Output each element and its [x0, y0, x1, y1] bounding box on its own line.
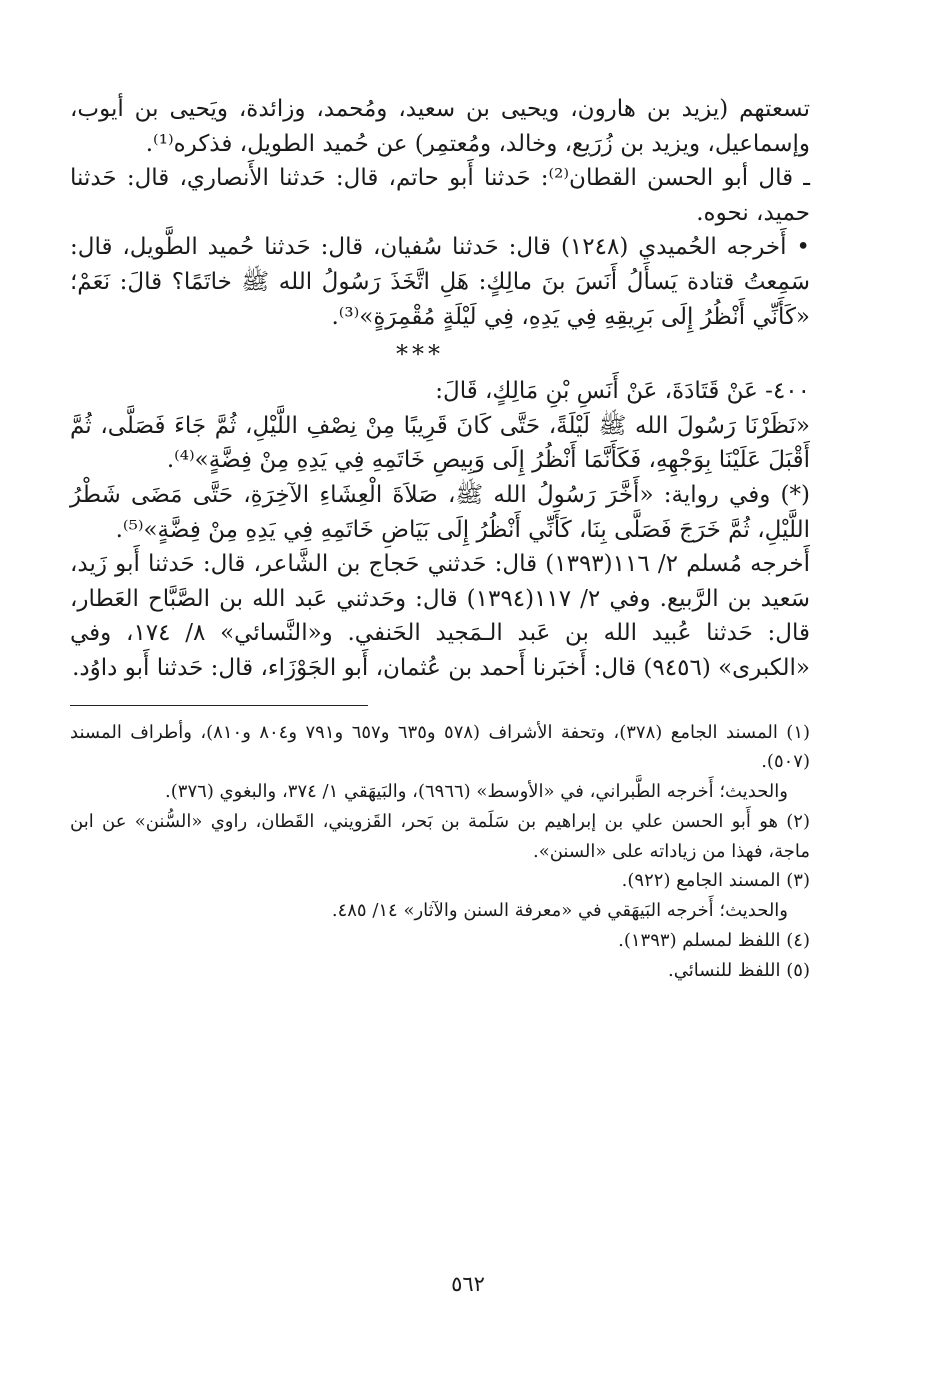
footnote-5: (٥) اللفظ للنسائي. [668, 959, 810, 981]
paragraph-qattan: ـ قال أبو الحسن القطان⁽²⁾: حَدثنا أَبو حاتم، قال: حَدثنا الأَنصاري، قال: حَدثنا حميد، نحوه. [70, 165, 810, 226]
hadith-400-variant: (*) وفي رواية: «أَخَّرَ رَسُولُ الله ﷺ، صَلاَةَ الْعِشَاءِ الآخِرَةِ، حَتَّى مَضَى شَطْرُ اللَّيْلِ، ثُمَّ خَرَجَ فَصَلَّى بِنَا، كَأَنِّي أَنْظُرُ إِلَى بَيَاضِ خَاتَمِهِ فِي يَدِهِ مِنْ فِضَّةٍ»⁽⁵⁾. [70, 481, 810, 543]
paragraph-isnad-1: تسعتهم (يزيد بن هارون، ويحيى بن سعيد، ومُحمد، وزائدة، ويَحيى بن أيوب، وإسماعيل، ويزيد بن زُرَيع، وخالد، ومُعتمِر) عن حُميد الطويل، فذكره⁽¹⁾. [70, 96, 810, 157]
hadith-400-takhrij: أَخرجه مُسلم ٢/ ١١٦(١٣٩٣) قال: حَدثني حَجاج بن الشَّاعر، قال: حَدثنا أَبو زَيد، سَعيد بن الرَّبيع. وفي ٢/ ١١٧(١٣٩٤) قال: وحَدثني عَبد الله بن الصَّبَّاح العَطار، قال: حَدثنا عُبيد الله بن عَبد الـمَجيد الحَنفي. و«النَّسائي» ٨/ ١٧٤، وفي «الكبرى» (٩٤٥٦) قال: أَخبَرنا أَحمد بن عُثمان، أَبو الجَوْزَاء، قال: حَدثنا أَبو داوُد. [70, 551, 810, 681]
footnotes [70, 718, 810, 986]
hadith-400-text: «نَظَرْنَا رَسُولَ الله ﷺ لَيْلَةً، حَتَّى كَانَ قَرِيبًا مِنْ نِصْفِ اللَّيْلِ، ثُمَّ جَاءَ فَصَلَّى، ثُمَّ أَقْبَلَ عَلَيْنَا بِوَجْهِهِ، فَكَأَنَّمَا أَنْظُرُ إِلَى وَبِيصِ خَاتَمِهِ فِي يَدِهِ مِنْ فِضَّةٍ»⁽⁴⁾. [70, 412, 810, 474]
footnote-3: (٣) المسند الجامع (٩٢٢). [621, 870, 810, 892]
footnote-1-continuation: والحديث؛ أَخرجه الطَّبراني، في «الأوسط» (٦٩٦٦)، والبَيهَقي ١/ ٣٧٤، والبغوي (٣٧٦). [165, 781, 788, 803]
paragraph-humaidi: • أَخرجه الحُميدي (١٢٤٨) قال: حَدثنا سُفيان، قال: حَدثنا حُميد الطَّويل، قال: سَمِعتُ قتادة يَسأَلُ أَنَسَ بنَ مالِكٍ: هَلِ اتَّخَذَ رَسُولُ الله ﷺ خاتَمًا؟ قالَ: نَعَمْ؛ «كَأَنِّي أَنْظُرُ إِلَى بَرِيقِهِ فِي يَدِهِ، فِي لَيْلَةٍ مُقْمِرَةٍ»⁽³⁾. [70, 234, 810, 330]
footnote-3-continuation: والحديث؛ أَخرجه البَيهَقي في «معرفة السنن والآثار» ١٤/ ٤٨٥. [331, 900, 788, 922]
section-separator: *** [396, 340, 444, 369]
footnote-1: (١) المسند الجامع (٣٧٨)، وتحفة الأشراف (٥٧٨ و٦٣٥ و٦٥٧ و٧٩١ و٨٠٤ و٨١٠)، وأطراف المسند (٥٠٧). [70, 721, 811, 773]
book-page [70, 92, 810, 986]
footnote-divider [70, 705, 368, 706]
main-text [70, 92, 810, 686]
page-number: ٥٦٢ [451, 1272, 485, 1296]
footnote-2: (٢) هو أَبو الحسن علي بن إبراهيم بن سَلَمة بن بَحر، القَزويني، القَطان، راوي «السُّنن» عن ابن ماجة، فهذا من زياداته على «السنن». [70, 810, 810, 862]
hadith-400-heading: ٤٠٠- عَنْ قَتَادَةَ، عَنْ أَنَسِ بْنِ مَالِكٍ، قَالَ: [435, 378, 810, 405]
footnote-4: (٤) اللفظ لمسلم (١٣٩٣). [618, 930, 810, 952]
